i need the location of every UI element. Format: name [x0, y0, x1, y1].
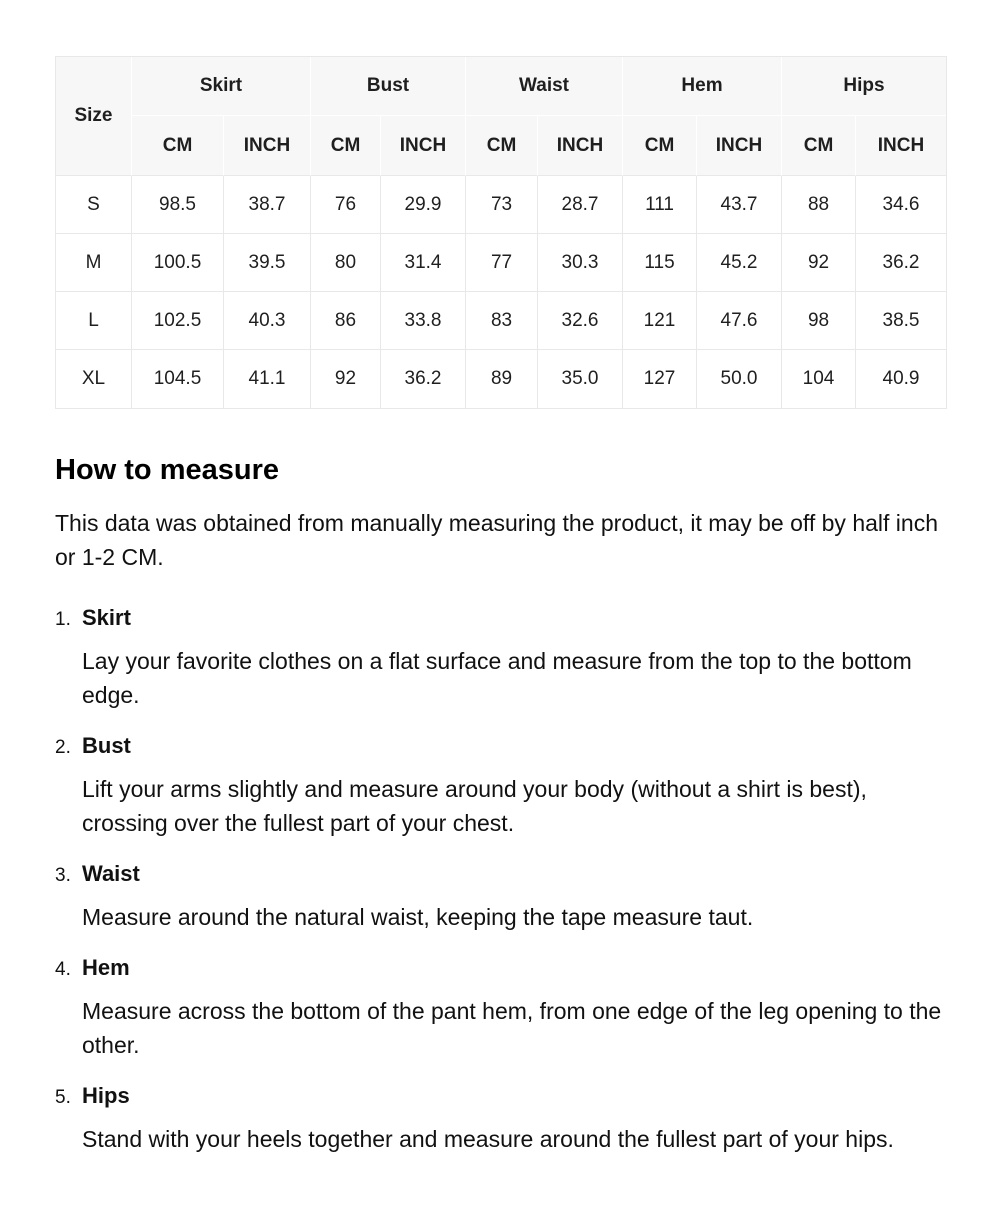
measure-step-skirt	[55, 605, 945, 712]
step-heading	[55, 1083, 945, 1109]
cell-value: 77	[466, 234, 538, 292]
unit-header-hips-inch: INCH	[856, 116, 946, 176]
cell-value: 83	[466, 292, 538, 350]
cell-value: 80	[311, 234, 381, 292]
cell-value: 100.5	[132, 234, 224, 292]
cell-value: 127	[623, 350, 697, 408]
cell-value: 45.2	[697, 234, 782, 292]
size-label: L	[56, 292, 132, 350]
cell-value: 38.5	[856, 292, 946, 350]
cell-value: 38.7	[224, 176, 311, 234]
unit-header-bust-inch: INCH	[381, 116, 466, 176]
group-header-hem: Hem	[623, 57, 782, 116]
table-row-l	[56, 292, 946, 350]
unit-header-bust-cm: CM	[311, 116, 381, 176]
cell-value: 32.6	[538, 292, 623, 350]
step-term: Hem	[82, 955, 130, 980]
cell-value: 86	[311, 292, 381, 350]
unit-header-hips-cm: CM	[782, 116, 856, 176]
cell-value: 89	[466, 350, 538, 408]
unit-header-waist-inch: INCH	[538, 116, 623, 176]
unit-header-row	[56, 116, 946, 176]
cell-value: 28.7	[538, 176, 623, 234]
how-to-measure-heading: How to measure	[55, 454, 279, 486]
cell-value: 104.5	[132, 350, 224, 408]
cell-value: 36.2	[856, 234, 946, 292]
size-label: S	[56, 176, 132, 234]
cell-value: 50.0	[697, 350, 782, 408]
unit-header-waist-cm: CM	[466, 116, 538, 176]
step-number: 4.	[55, 959, 71, 980]
cell-value: 92	[782, 234, 856, 292]
step-description: Measure around the natural waist, keeping the tape measure taut.	[82, 904, 754, 930]
cell-value: 40.9	[856, 350, 946, 408]
step-term: Waist	[82, 861, 140, 886]
step-description: Measure across the bottom of the pant hem, from one edge of the leg opening to the other.	[82, 998, 942, 1058]
step-number: 1.	[55, 609, 71, 630]
cell-value: 73	[466, 176, 538, 234]
cell-value: 98	[782, 292, 856, 350]
measure-step-bust	[55, 733, 945, 840]
cell-value: 88	[782, 176, 856, 234]
table-row-s	[56, 176, 946, 234]
group-header-skirt: Skirt	[132, 57, 311, 116]
step-heading	[55, 605, 945, 631]
group-header-waist: Waist	[466, 57, 623, 116]
cell-value: 47.6	[697, 292, 782, 350]
cell-value: 31.4	[381, 234, 466, 292]
cell-value: 29.9	[381, 176, 466, 234]
group-header-bust: Bust	[311, 57, 466, 116]
step-description: Lift your arms slightly and measure around your body (without a shirt is best), crossing over the fullest part of your chest.	[82, 776, 867, 836]
cell-value: 76	[311, 176, 381, 234]
step-term: Hips	[82, 1083, 130, 1108]
step-term: Skirt	[82, 605, 131, 630]
size-label: M	[56, 234, 132, 292]
step-number: 3.	[55, 865, 71, 886]
cell-value: 115	[623, 234, 697, 292]
unit-header-skirt-inch: INCH	[224, 116, 311, 176]
table-row-m	[56, 234, 946, 292]
cell-value: 33.8	[381, 292, 466, 350]
size-label: XL	[56, 350, 132, 408]
unit-header-hem-cm: CM	[623, 116, 697, 176]
measure-step-hem	[55, 955, 945, 1062]
step-description: Stand with your heels together and measure around the fullest part of your hips.	[82, 1126, 894, 1152]
step-term: Bust	[82, 733, 131, 758]
cell-value: 98.5	[132, 176, 224, 234]
cell-value: 30.3	[538, 234, 623, 292]
cell-value: 92	[311, 350, 381, 408]
cell-value: 35.0	[538, 350, 623, 408]
cell-value: 34.6	[856, 176, 946, 234]
cell-value: 40.3	[224, 292, 311, 350]
cell-value: 36.2	[381, 350, 466, 408]
step-heading	[55, 955, 945, 981]
measure-intro-text: This data was obtained from manually measuring the product, it may be off by half inch or 1-2 CM.	[55, 510, 938, 570]
measure-step-waist	[55, 861, 945, 934]
cell-value: 102.5	[132, 292, 224, 350]
cell-value: 121	[623, 292, 697, 350]
group-header-row	[56, 57, 946, 116]
cell-value: 104	[782, 350, 856, 408]
size-chart-table	[55, 56, 947, 409]
table-row-xl	[56, 350, 946, 408]
step-description: Lay your favorite clothes on a flat surface and measure from the top to the bottom edge.	[82, 648, 912, 708]
size-column-header: Size	[56, 57, 132, 176]
step-number: 5.	[55, 1087, 71, 1108]
cell-value: 41.1	[224, 350, 311, 408]
measure-step-hips	[55, 1083, 945, 1156]
step-heading	[55, 861, 945, 887]
step-heading	[55, 733, 945, 759]
step-number: 2.	[55, 737, 71, 758]
cell-value: 111	[623, 176, 697, 234]
measure-steps-list	[55, 605, 945, 1156]
unit-header-skirt-cm: CM	[132, 116, 224, 176]
cell-value: 39.5	[224, 234, 311, 292]
unit-header-hem-inch: INCH	[697, 116, 782, 176]
group-header-hips: Hips	[782, 57, 946, 116]
cell-value: 43.7	[697, 176, 782, 234]
